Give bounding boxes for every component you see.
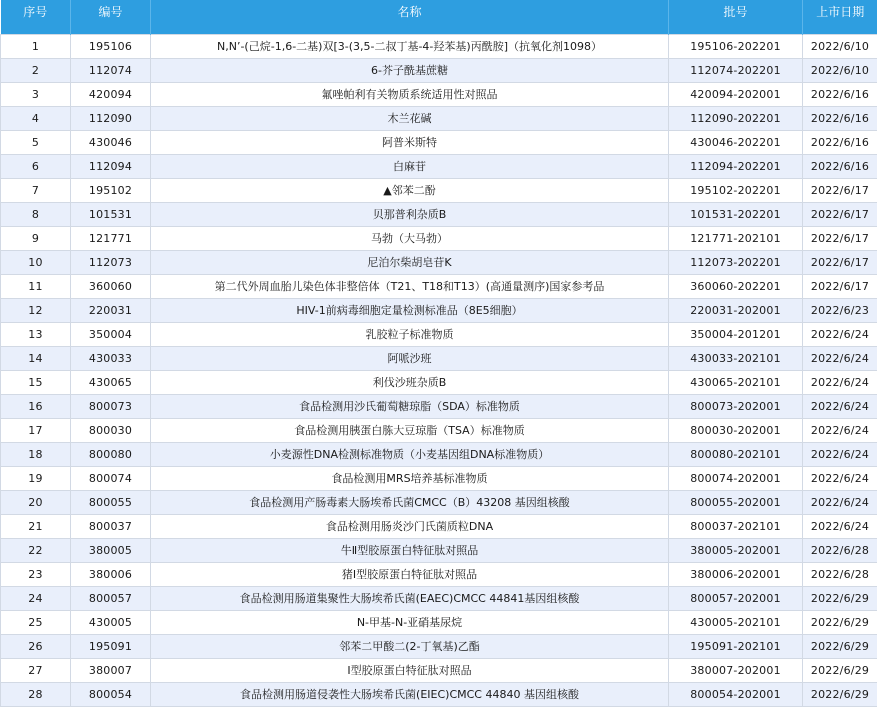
cell-name: 食品检测用肠道集聚性大肠埃希氏菌(EAEC)CMCC 44841基因组核酸	[151, 586, 669, 610]
cell-batch: 195106-202201	[669, 34, 803, 58]
cell-code: 101531	[71, 202, 151, 226]
cell-batch: 800037-202101	[669, 514, 803, 538]
cell-date: 2022/6/29	[803, 658, 877, 682]
cell-batch: 800054-202001	[669, 682, 803, 706]
table-row	[1, 658, 877, 682]
cell-name: 猪Ⅰ型胶原蛋白特征肽对照品	[151, 562, 669, 586]
cell-batch: 112094-202201	[669, 154, 803, 178]
cell-name: 白麻苷	[151, 154, 669, 178]
table-row	[1, 322, 877, 346]
cell-date: 2022/6/24	[803, 370, 877, 394]
table-row	[1, 106, 877, 130]
cell-date: 2022/6/28	[803, 538, 877, 562]
cell-name: HIV-1前病毒细胞定量检测标准品（8E5细胞）	[151, 298, 669, 322]
cell-name: 小麦源性DNA检测标准物质（小麦基因组DNA标准物质）	[151, 442, 669, 466]
cell-date: 2022/6/17	[803, 202, 877, 226]
table-row	[1, 490, 877, 514]
cell-code: 195106	[71, 34, 151, 58]
cell-code: 420094	[71, 82, 151, 106]
cell-batch: 112090-202201	[669, 106, 803, 130]
cell-date: 2022/6/16	[803, 130, 877, 154]
cell-code: 112090	[71, 106, 151, 130]
cell-seq: 20	[1, 490, 71, 514]
cell-code: 380005	[71, 538, 151, 562]
cell-seq: 5	[1, 130, 71, 154]
cell-name: 马勃（大马勃）	[151, 226, 669, 250]
cell-code: 800037	[71, 514, 151, 538]
table-row	[1, 82, 877, 106]
cell-batch: 101531-202201	[669, 202, 803, 226]
cell-date: 2022/6/24	[803, 514, 877, 538]
cell-seq: 16	[1, 394, 71, 418]
cell-seq: 19	[1, 466, 71, 490]
cell-date: 2022/6/24	[803, 442, 877, 466]
table-row	[1, 154, 877, 178]
cell-code: 380006	[71, 562, 151, 586]
cell-name: 牛Ⅱ型胶原蛋白特征肽对照品	[151, 538, 669, 562]
cell-name: 木兰花碱	[151, 106, 669, 130]
cell-code: 800055	[71, 490, 151, 514]
cell-date: 2022/6/23	[803, 298, 877, 322]
cell-name: N,N’-(己烷-1,6-二基)双[3-(3,5-二叔丁基-4-羟苯基)丙酰胺]（抗氧化剂1098）	[151, 34, 669, 58]
cell-seq: 18	[1, 442, 71, 466]
cell-seq: 12	[1, 298, 71, 322]
cell-date: 2022/6/29	[803, 586, 877, 610]
cell-seq: 11	[1, 274, 71, 298]
table-row	[1, 682, 877, 706]
cell-batch: 195091-202101	[669, 634, 803, 658]
table-row	[1, 538, 877, 562]
cell-code: 112073	[71, 250, 151, 274]
table-row	[1, 418, 877, 442]
cell-name: ▲邻苯二酚	[151, 178, 669, 202]
cell-code: 360060	[71, 274, 151, 298]
cell-code: 112094	[71, 154, 151, 178]
cell-date: 2022/6/24	[803, 346, 877, 370]
cell-code: 220031	[71, 298, 151, 322]
cell-batch: 360060-202201	[669, 274, 803, 298]
cell-name: 食品检测用沙氏葡萄糖琼脂（SDA）标准物质	[151, 394, 669, 418]
cell-name: 邻苯二甲酸二(2-丁氧基)乙酯	[151, 634, 669, 658]
header-batch: 批号	[669, 0, 803, 34]
cell-batch: 430005-202101	[669, 610, 803, 634]
table-row	[1, 274, 877, 298]
cell-date: 2022/6/16	[803, 82, 877, 106]
cell-batch: 800080-202101	[669, 442, 803, 466]
cell-code: 112074	[71, 58, 151, 82]
cell-seq: 6	[1, 154, 71, 178]
cell-name: 食品检测用MRS培养基标准物质	[151, 466, 669, 490]
table-row	[1, 370, 877, 394]
cell-date: 2022/6/29	[803, 682, 877, 706]
header-seq: 序号	[1, 0, 71, 34]
table-row	[1, 562, 877, 586]
table-row	[1, 202, 877, 226]
cell-date: 2022/6/28	[803, 562, 877, 586]
table-row	[1, 346, 877, 370]
cell-seq: 14	[1, 346, 71, 370]
cell-date: 2022/6/17	[803, 274, 877, 298]
cell-date: 2022/6/10	[803, 58, 877, 82]
table-row	[1, 610, 877, 634]
cell-seq: 1	[1, 34, 71, 58]
cell-code: 800054	[71, 682, 151, 706]
table-row	[1, 250, 877, 274]
cell-seq: 26	[1, 634, 71, 658]
cell-name: 乳胶粒子标准物质	[151, 322, 669, 346]
table-row	[1, 634, 877, 658]
cell-seq: 2	[1, 58, 71, 82]
cell-seq: 25	[1, 610, 71, 634]
table-row	[1, 226, 877, 250]
cell-batch: 350004-201201	[669, 322, 803, 346]
cell-batch: 380007-202001	[669, 658, 803, 682]
header-code: 编号	[71, 0, 151, 34]
cell-name: 尼泊尔柴胡皂苷K	[151, 250, 669, 274]
cell-code: 350004	[71, 322, 151, 346]
cell-date: 2022/6/24	[803, 322, 877, 346]
cell-batch: 800057-202001	[669, 586, 803, 610]
table-row	[1, 34, 877, 58]
cell-name: 阿哌沙班	[151, 346, 669, 370]
cell-batch: 112074-202201	[669, 58, 803, 82]
cell-name: 食品检测用产肠毒素大肠埃希氏菌CMCC（B）43208 基因组核酸	[151, 490, 669, 514]
header-row	[1, 0, 877, 34]
cell-date: 2022/6/29	[803, 634, 877, 658]
cell-batch: 195102-202201	[669, 178, 803, 202]
cell-code: 800030	[71, 418, 151, 442]
cell-batch: 121771-202101	[669, 226, 803, 250]
cell-code: 380007	[71, 658, 151, 682]
cell-name: 第二代外周血胎儿染色体非整倍体（T21、T18和T13）(高通量测序)国家参考品	[151, 274, 669, 298]
cell-name: 食品检测用肠炎沙门氏菌质粒DNA	[151, 514, 669, 538]
cell-batch: 430046-202201	[669, 130, 803, 154]
cell-name: 阿普米斯特	[151, 130, 669, 154]
cell-seq: 28	[1, 682, 71, 706]
cell-seq: 4	[1, 106, 71, 130]
cell-batch: 800074-202001	[669, 466, 803, 490]
cell-code: 195102	[71, 178, 151, 202]
cell-date: 2022/6/24	[803, 466, 877, 490]
cell-seq: 27	[1, 658, 71, 682]
cell-date: 2022/6/16	[803, 154, 877, 178]
cell-batch: 112073-202201	[669, 250, 803, 274]
header-name: 名称	[151, 0, 669, 34]
cell-code: 800073	[71, 394, 151, 418]
cell-date: 2022/6/16	[803, 106, 877, 130]
cell-code: 121771	[71, 226, 151, 250]
table-row	[1, 58, 877, 82]
cell-batch: 420094-202001	[669, 82, 803, 106]
cell-batch: 800073-202001	[669, 394, 803, 418]
cell-batch: 430065-202101	[669, 370, 803, 394]
cell-batch: 380005-202001	[669, 538, 803, 562]
cell-seq: 17	[1, 418, 71, 442]
cell-date: 2022/6/10	[803, 34, 877, 58]
cell-code: 430065	[71, 370, 151, 394]
table-row	[1, 514, 877, 538]
cell-seq: 22	[1, 538, 71, 562]
cell-batch: 800030-202001	[669, 418, 803, 442]
cell-seq: 7	[1, 178, 71, 202]
cell-date: 2022/6/24	[803, 490, 877, 514]
cell-seq: 3	[1, 82, 71, 106]
cell-code: 800080	[71, 442, 151, 466]
cell-seq: 23	[1, 562, 71, 586]
table-body	[1, 34, 877, 706]
cell-seq: 8	[1, 202, 71, 226]
header-date: 上市日期	[803, 0, 877, 34]
cell-seq: 10	[1, 250, 71, 274]
cell-name: 食品检测用肠道侵袭性大肠埃希氏菌(EIEC)CMCC 44840 基因组核酸	[151, 682, 669, 706]
cell-name: 食品检测用胰蛋白胨大豆琼脂（TSA）标准物质	[151, 418, 669, 442]
cell-seq: 9	[1, 226, 71, 250]
cell-name: 氟唑帕利有关物质系统适用性对照品	[151, 82, 669, 106]
cell-code: 430033	[71, 346, 151, 370]
table-row	[1, 442, 877, 466]
cell-code: 430005	[71, 610, 151, 634]
cell-name: 6-芥子酰基蔗糖	[151, 58, 669, 82]
table-row	[1, 178, 877, 202]
cell-code: 800074	[71, 466, 151, 490]
cell-batch: 380006-202001	[669, 562, 803, 586]
cell-date: 2022/6/17	[803, 226, 877, 250]
cell-date: 2022/6/24	[803, 394, 877, 418]
cell-seq: 21	[1, 514, 71, 538]
table-row	[1, 466, 877, 490]
cell-date: 2022/6/29	[803, 610, 877, 634]
cell-seq: 15	[1, 370, 71, 394]
table-row	[1, 130, 877, 154]
table-header	[1, 0, 877, 34]
cell-name: 利伐沙班杂质B	[151, 370, 669, 394]
cell-code: 800057	[71, 586, 151, 610]
cell-name: N-甲基-N-亚硝基尿烷	[151, 610, 669, 634]
cell-name: Ⅰ型胶原蛋白特征肽对照品	[151, 658, 669, 682]
cell-batch: 430033-202101	[669, 346, 803, 370]
cell-seq: 24	[1, 586, 71, 610]
cell-code: 195091	[71, 634, 151, 658]
cell-batch: 220031-202001	[669, 298, 803, 322]
cell-batch: 800055-202001	[669, 490, 803, 514]
table-row	[1, 586, 877, 610]
table-row	[1, 298, 877, 322]
table-row	[1, 394, 877, 418]
cell-date: 2022/6/24	[803, 418, 877, 442]
cell-date: 2022/6/17	[803, 250, 877, 274]
cell-date: 2022/6/17	[803, 178, 877, 202]
cell-code: 430046	[71, 130, 151, 154]
cell-name: 贝那普利杂质B	[151, 202, 669, 226]
cell-seq: 13	[1, 322, 71, 346]
